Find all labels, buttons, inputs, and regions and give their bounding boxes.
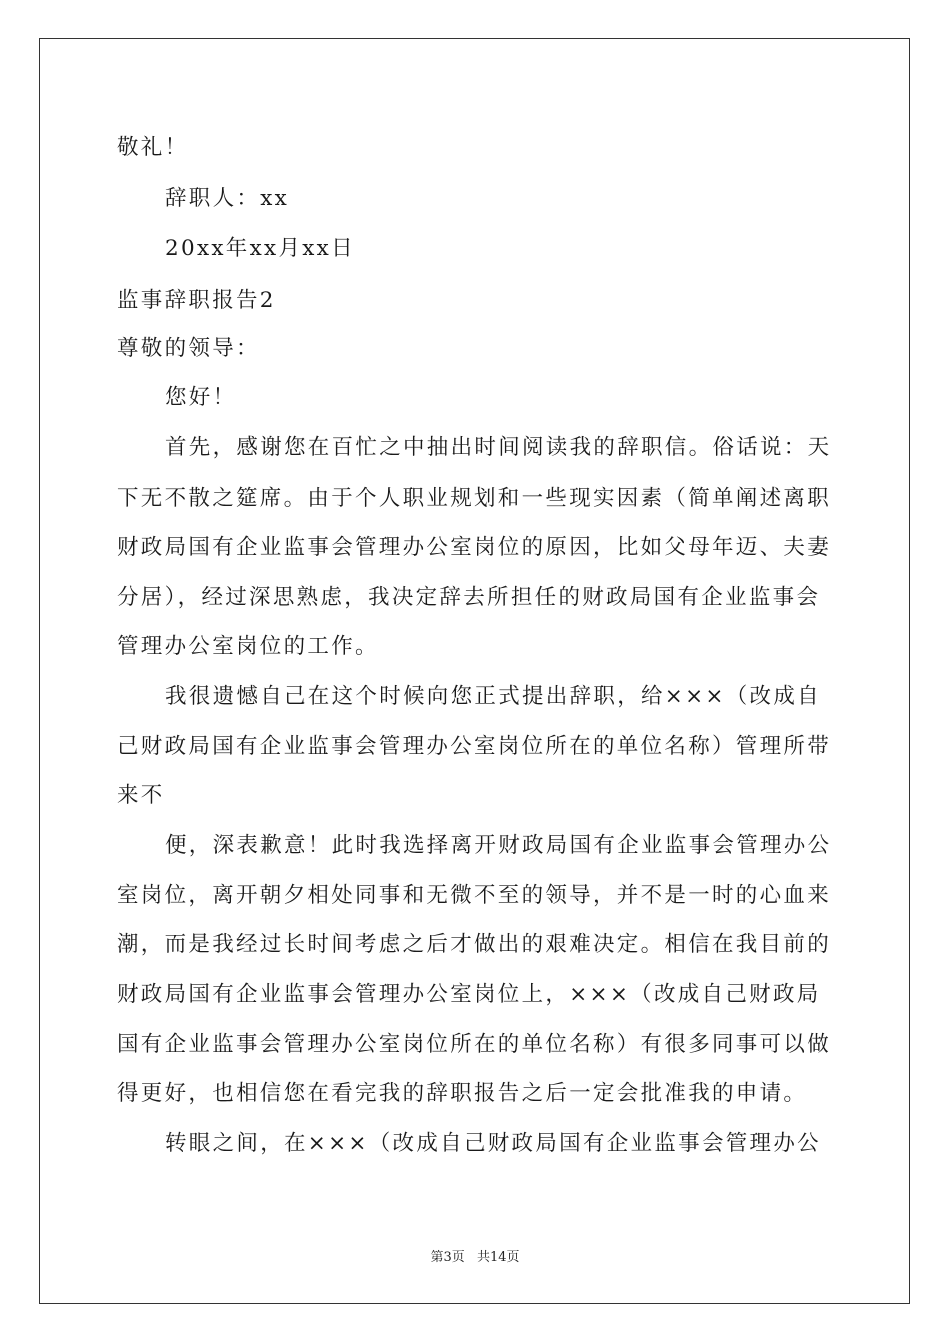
paragraph-line: 室岗位，离开朝夕相处同事和无微不至的领导，并不是一时的心血来 (117, 883, 832, 908)
date-line: 20xx年xx月xx日 (165, 236, 355, 261)
paragraph-line: 我很遗憾自己在这个时候向您正式提出辞职，给×××（改成自 (165, 684, 821, 709)
paragraph-line: 首先，感谢您在百忙之中抽出时间阅读我的辞职信。俗话说：天 (165, 435, 832, 460)
paragraph-line: 财政局国有企业监事会管理办公室岗位的原因，比如父母年迈、夫妻 (117, 535, 832, 560)
paragraph-line: 管理办公室岗位的工作。 (117, 634, 379, 659)
paragraph-line: 转眼之间，在×××（改成自己财政局国有企业监事会管理办公 (165, 1131, 821, 1156)
paragraph-line: 己财政局国有企业监事会管理办公室岗位所在的单位名称）管理所带 (117, 734, 832, 759)
paragraph-line: 国有企业监事会管理办公室岗位所在的单位名称）有很多同事可以做 (117, 1032, 832, 1057)
closing-line: 敬礼！ (117, 135, 189, 160)
paragraph-line: 潮，而是我经过长时间考虑之后才做出的艰难决定。相信在我目前的 (117, 932, 832, 957)
paragraph-line: 得更好，也相信您在看完我的辞职报告之后一定会批准我的申请。 (117, 1081, 808, 1106)
paragraph-line: 下无不散之筵席。由于个人职业规划和一些现实因素（简单阐述离职 (117, 486, 832, 511)
paragraph-line: 分居），经过深思熟虑，我决定辞去所担任的财政局国有企业监事会 (117, 585, 821, 610)
greeting: 您好！ (165, 385, 237, 410)
total-pages: 共14页 (476, 1250, 520, 1265)
page-number: 第3页 (430, 1250, 465, 1265)
signer-line: 辞职人：xx (165, 186, 290, 211)
page-border (39, 38, 910, 1304)
paragraph-line: 来不 (117, 783, 165, 808)
paragraph-line: 便，深表歉意！此时我选择离开财政局国有企业监事会管理办公 (165, 833, 832, 858)
page-footer (0, 1246, 950, 1265)
paragraph-line: 财政局国有企业监事会管理办公室岗位上，×××（改成自己财政局 (117, 982, 821, 1007)
document-title: 监事辞职报告2 (117, 288, 276, 313)
salutation: 尊敬的领导： (117, 336, 260, 361)
